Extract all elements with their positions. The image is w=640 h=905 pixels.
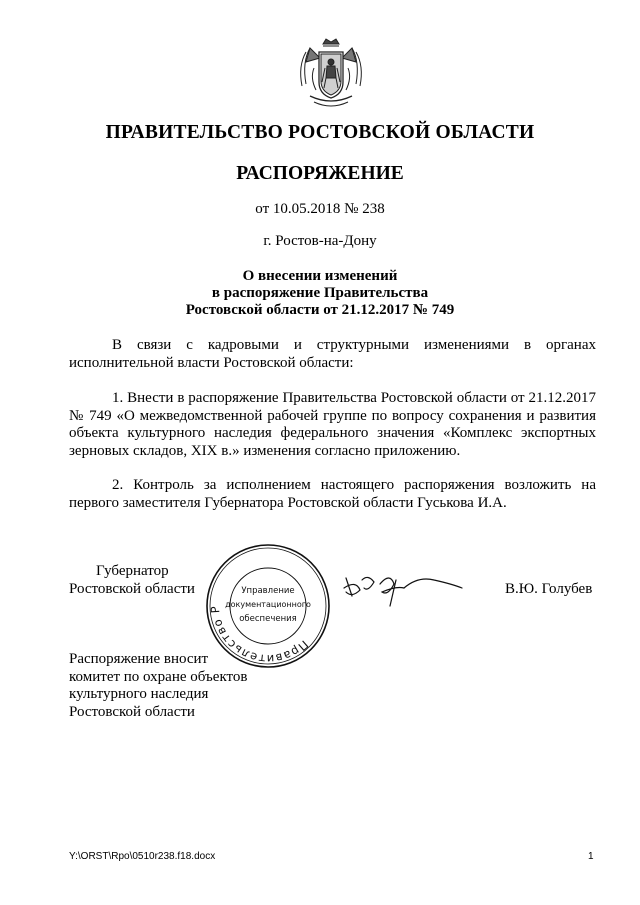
intro-paragraph bbox=[69, 337, 596, 372]
stamp-inner-line: обеспечения bbox=[239, 614, 297, 624]
coat-of-arms-icon bbox=[296, 38, 366, 110]
footer-file-path: Y:\ORST\Rpo\0510r238.f18.docx bbox=[69, 851, 216, 862]
stamp-inner-line: документационного bbox=[225, 600, 311, 609]
item-1-text: 1. Внести в распоряжение Правительства Ростовской области от 21.12.2017 № 749 «О межведомственной рабочей группе по вопросу сохранения и развития объекта культурного наследия федерального значения «Комплекс экспортных зерновых складов, XIX в.» изменения согласно приложению. bbox=[69, 390, 596, 459]
document-type-title: РАСПОРЯЖЕНИЕ bbox=[236, 163, 404, 184]
submitter-line: Распоряжение вносит bbox=[69, 651, 209, 667]
stamp-inner-line: Управление bbox=[241, 586, 295, 596]
item-2-paragraph bbox=[69, 477, 596, 512]
item-1-paragraph bbox=[69, 390, 596, 460]
submitter-block bbox=[69, 651, 247, 721]
signatory-position-line: Губернатор bbox=[96, 563, 169, 579]
document-city: г. Ростов-на-Дону bbox=[263, 233, 377, 249]
stamp-outer-text: Правительство Р bbox=[207, 604, 312, 667]
subject-line: в распоряжение Правительства bbox=[211, 285, 429, 301]
document-subject bbox=[0, 268, 640, 319]
footer-page-number: 1 bbox=[588, 851, 594, 862]
document-date-number: от 10.05.2018 № 238 bbox=[255, 201, 385, 217]
subject-line: Ростовской области от 21.12.2017 № 749 bbox=[185, 302, 455, 318]
submitter-line: комитет по охране объектов bbox=[69, 668, 248, 685]
organization-title: ПРАВИТЕЛЬСТВО РОСТОВСКОЙ ОБЛАСТИ bbox=[105, 122, 535, 143]
intro-text: В связи с кадровыми и структурными изменениями в органах исполнительной власти Ростовской области: bbox=[69, 337, 596, 371]
subject-line: О внесении изменений bbox=[242, 268, 398, 284]
signatory-position-line: Ростовской области bbox=[69, 580, 195, 597]
submitter-line: культурного наследия bbox=[69, 686, 209, 703]
item-2-text: 2. Контроль за исполнением настоящего распоряжения возложить на первого заместителя Губернатора Ростовской области Гуськова И.А. bbox=[69, 477, 596, 511]
handwritten-signature bbox=[338, 566, 468, 610]
signatory-name: В.Ю. Голубев bbox=[505, 581, 593, 597]
submitter-line: Ростовской области bbox=[69, 703, 195, 720]
signatory-position bbox=[69, 563, 195, 598]
